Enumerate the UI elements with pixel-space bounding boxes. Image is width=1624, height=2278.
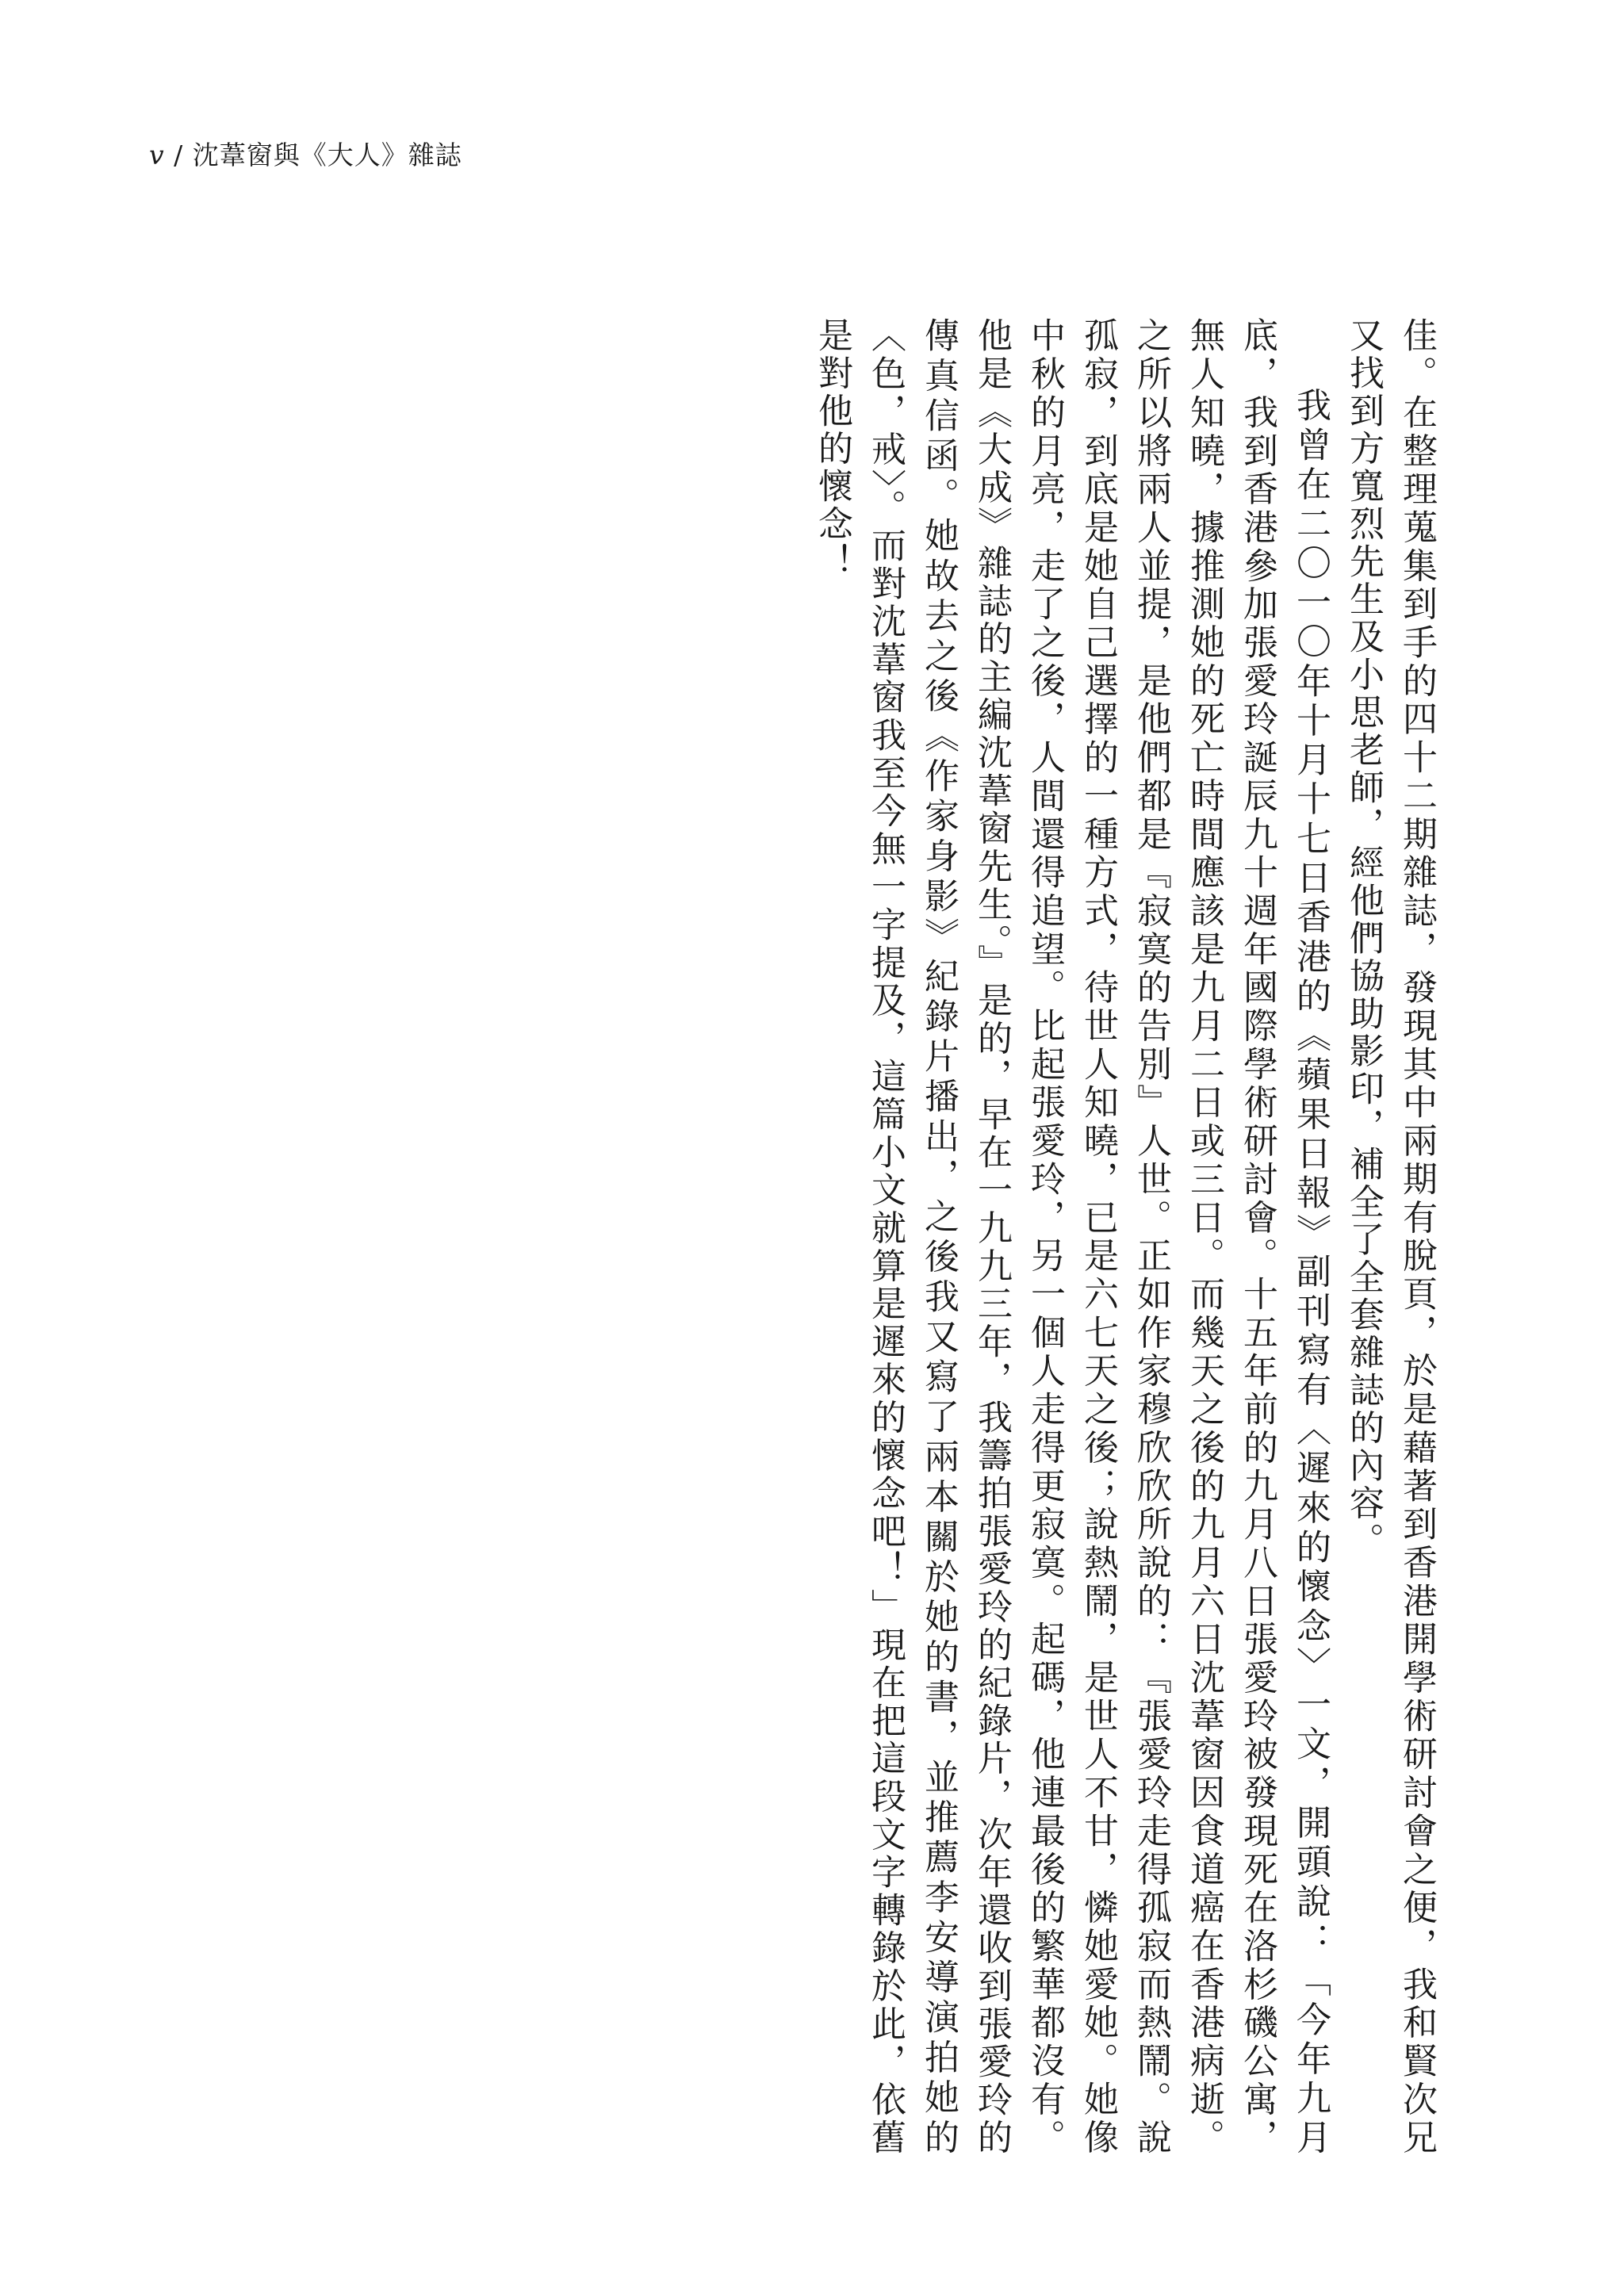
paragraph-recollection: 我曾在二〇一〇年十月十七日香港的《蘋果日報》副刊寫有〈遲來的懷念〉一文，開頭說：「今年九月底，我到香港參加張愛玲誕辰九十週年國際學術研討會。十五年前的九月八日張愛玲被發現死在洛杉磯公寓，無人知曉，據推測她的死亡時間應該是九月二日或三日。而幾天之後的九月六日沈葦窗因食道癌在香港病逝。之所以將兩人並提，是他們都是『寂寞的告別』人世。正如作家穆欣欣所說的：『張愛玲走得孤寂而熱鬧。說孤寂，到底是她自己選擇的一種方式，待世人知曉，已是六七天之後；說熱鬧，是世人不甘，憐她愛她。她像中秋的月亮，走了之後，人間還得追望。比起張愛玲，另一個人走得更寂寞。起碼，他連最後的繁華都沒有。他是《大成》雜誌的主編沈葦窗先生。』是的，早在一九九三年，我籌拍張愛玲的紀錄片，次年還收到張愛玲的傳真信函。她故去之後《作家身影》紀錄片播出，之後我又寫了兩本關於她的書，並推薦李安導演拍她的〈色，戒〉。而對沈葦窗我至今無一字提及，這篇小文就算是遲來的懷念吧！」現在把這段文字轉錄於此，依舊是對他的懷念！: [812, 317, 1331, 2157]
header-title: 沈葦窗與《大人》雜誌: [192, 140, 462, 170]
vertical-body-text: [812, 317, 1443, 2157]
running-header: [149, 135, 462, 172]
header-separator: /: [164, 140, 193, 170]
paragraph-continuation: 佳。在整理蒐集到手的四十二期雜誌，發現其中兩期有脫頁，於是藉著到香港開學術研討會之便，我和賢次兄又找到方寬烈先生及小思老師，經他們協助影印，補全了全套雜誌的內容。: [1343, 317, 1437, 2157]
page-folio: v: [149, 140, 165, 170]
